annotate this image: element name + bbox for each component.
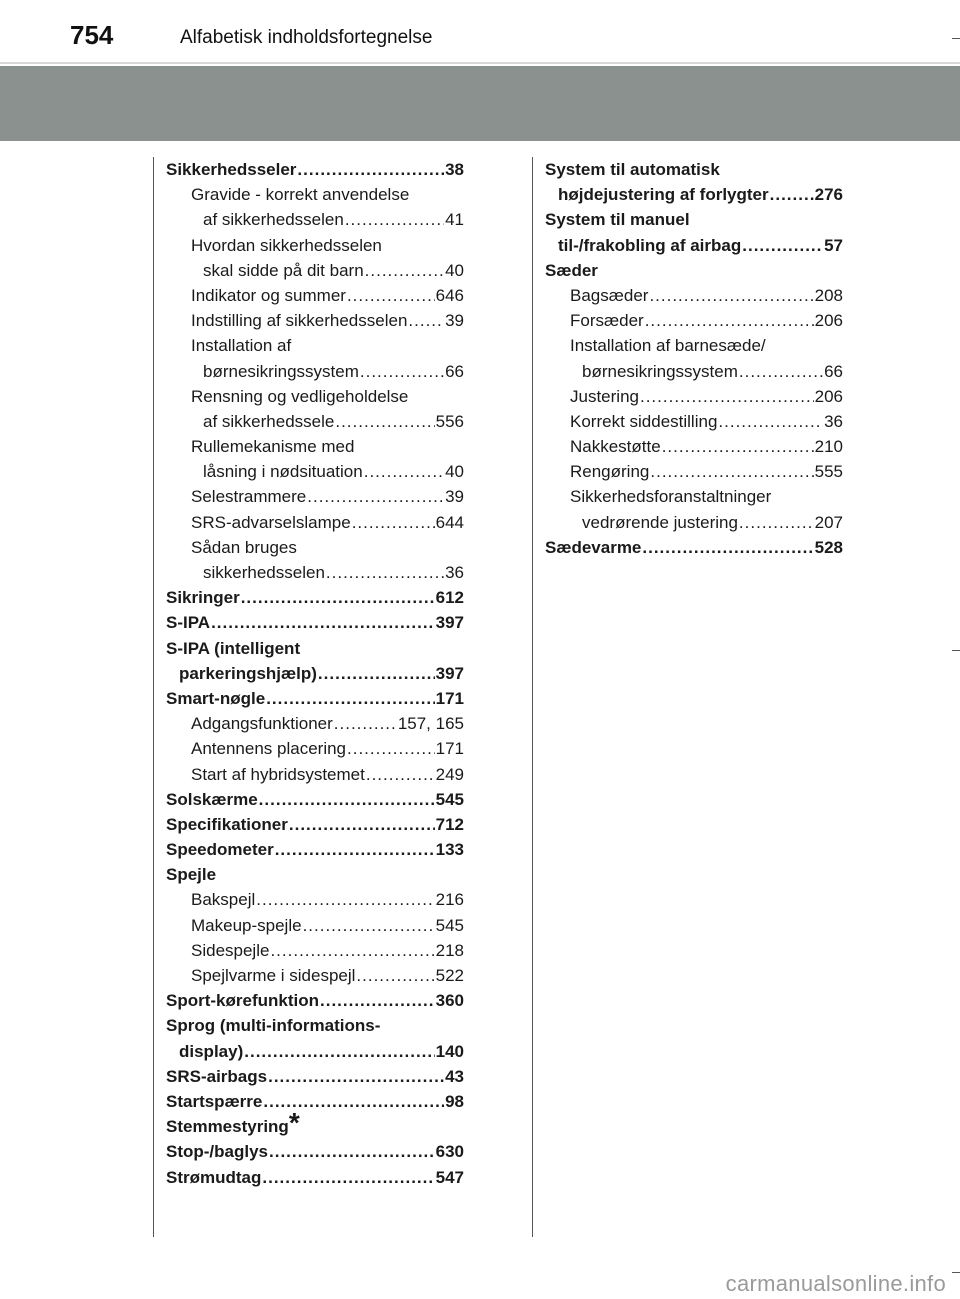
index-entry bbox=[545, 258, 843, 283]
dot-leader bbox=[642, 535, 813, 560]
entry-page-ref: 66 bbox=[445, 361, 464, 381]
entry-page-ref: 39 bbox=[445, 487, 464, 507]
index-entry bbox=[545, 233, 843, 258]
entry-label: børnesikringssystem bbox=[582, 361, 738, 381]
entry-page-ref: 171 bbox=[435, 688, 464, 708]
dot-leader bbox=[640, 384, 814, 409]
entry-page-ref: 644 bbox=[435, 512, 464, 532]
entry-label: Sidespejle bbox=[191, 940, 270, 960]
index-entry bbox=[166, 862, 464, 887]
index-entry bbox=[545, 459, 843, 484]
index-entry bbox=[166, 359, 464, 384]
index-entry bbox=[166, 736, 464, 761]
entry-label: vedrørende justering bbox=[582, 512, 738, 532]
entry-page-ref: 397 bbox=[435, 613, 464, 633]
entry-page-ref: 208 bbox=[814, 285, 843, 305]
index-entry bbox=[545, 409, 843, 434]
index-entry bbox=[545, 359, 843, 384]
dot-leader bbox=[275, 837, 435, 862]
entry-label: Forsæder bbox=[570, 311, 644, 331]
entry-page-ref: 555 bbox=[814, 462, 843, 482]
entry-label: Justering bbox=[570, 386, 639, 406]
index-entry bbox=[166, 636, 464, 661]
index-entry bbox=[545, 283, 843, 308]
index-entry bbox=[545, 484, 843, 509]
entry-label: System til manuel bbox=[545, 210, 690, 230]
index-entry bbox=[166, 661, 464, 686]
entry-label: Sprog (multi-informations- bbox=[166, 1016, 381, 1036]
index-entry bbox=[166, 207, 464, 232]
index-entry bbox=[545, 308, 843, 333]
dot-leader bbox=[739, 510, 814, 535]
entry-label: Start af hybridsystemet bbox=[191, 764, 365, 784]
entry-page-ref: 133 bbox=[435, 840, 464, 860]
entry-label: Sædevarme bbox=[545, 537, 642, 557]
entry-page-ref: 630 bbox=[435, 1142, 464, 1162]
index-entry bbox=[166, 988, 464, 1013]
dot-leader bbox=[662, 434, 814, 459]
entry-label: Sæder bbox=[545, 260, 598, 280]
dot-leader bbox=[318, 661, 435, 686]
crop-mark-bottom-right bbox=[952, 1272, 960, 1273]
entry-page-ref: 522 bbox=[435, 966, 464, 985]
index-entry bbox=[166, 384, 464, 409]
entry-label: Stemmestyring bbox=[166, 1117, 289, 1137]
entry-page-ref: 39 bbox=[445, 311, 464, 331]
dot-leader bbox=[307, 484, 444, 509]
entry-label: børnesikringssystem bbox=[203, 361, 359, 381]
dot-leader bbox=[742, 233, 823, 258]
entry-page-ref: 171 bbox=[435, 739, 464, 759]
entry-page-ref: 36 bbox=[445, 563, 464, 582]
dot-leader bbox=[211, 610, 435, 635]
entry-page-ref: 276 bbox=[814, 185, 843, 205]
entry-page-ref: 36 bbox=[824, 411, 843, 431]
entry-page-ref: 57 bbox=[824, 235, 843, 255]
column-divider-left bbox=[153, 157, 154, 1237]
entry-label: Smart-nøgle bbox=[166, 688, 266, 708]
dot-leader bbox=[366, 762, 435, 787]
dot-leader bbox=[326, 560, 444, 585]
entry-label: Korrekt siddestilling bbox=[570, 411, 718, 431]
entry-label: låsning i nødsituation bbox=[203, 462, 363, 482]
dot-leader bbox=[303, 913, 435, 938]
entry-page-ref: 556 bbox=[435, 411, 464, 431]
index-entry bbox=[166, 1039, 464, 1064]
dot-leader bbox=[645, 308, 814, 333]
index-entry bbox=[166, 409, 464, 434]
entry-label: Selestrammere bbox=[191, 487, 307, 507]
index-entry bbox=[166, 787, 464, 812]
entry-page-ref: 140 bbox=[435, 1041, 464, 1061]
entry-label: Sikkerhedsseler bbox=[166, 160, 297, 179]
entry-label: sikkerhedsselen bbox=[203, 563, 325, 582]
entry-page-ref: 207 bbox=[814, 512, 843, 532]
entry-page-ref: 612 bbox=[435, 588, 464, 608]
dot-leader bbox=[365, 258, 444, 283]
entry-label: System til automatisk bbox=[545, 160, 720, 179]
index-entry bbox=[166, 963, 464, 988]
dot-leader bbox=[270, 938, 434, 963]
index-entry bbox=[166, 157, 464, 182]
index-entry bbox=[545, 207, 843, 232]
page-number: 754 bbox=[70, 20, 114, 50]
index-entry bbox=[166, 762, 464, 787]
entry-label: Gravide - korrekt anvendelse bbox=[191, 185, 410, 205]
entry-label: Sikkerhedsforanstaltninger bbox=[570, 487, 772, 507]
index-entry bbox=[166, 1139, 464, 1164]
index-entry bbox=[545, 384, 843, 409]
dot-leader bbox=[347, 283, 435, 308]
index-entry bbox=[166, 560, 464, 585]
entry-label: til-/frakobling af airbag bbox=[558, 235, 742, 255]
entry-page-ref: 528 bbox=[814, 537, 843, 557]
header-top-rule bbox=[0, 62, 960, 64]
dot-leader bbox=[718, 409, 823, 434]
dot-leader bbox=[289, 812, 435, 837]
entry-label: Nakkestøtte bbox=[570, 437, 661, 457]
entry-label: Rullemekanisme med bbox=[191, 437, 355, 457]
entry-label: Installation af bbox=[191, 336, 292, 356]
index-entry bbox=[166, 182, 464, 207]
index-entry bbox=[545, 535, 843, 560]
index-entry bbox=[166, 484, 464, 509]
index-entry bbox=[166, 233, 464, 258]
entry-label: Speedometer bbox=[166, 840, 274, 860]
entry-label: display) bbox=[179, 1041, 244, 1061]
dot-leader bbox=[334, 711, 397, 736]
index-entry bbox=[545, 510, 843, 535]
entry-page-ref: 360 bbox=[435, 991, 464, 1011]
entry-label: skal sidde på dit barn bbox=[203, 260, 364, 280]
entry-label: Antennens placering bbox=[191, 739, 347, 759]
dot-leader bbox=[320, 988, 435, 1013]
entry-page-ref: 41 bbox=[445, 210, 464, 230]
entry-label: Indstilling af sikkerhedsselen bbox=[191, 311, 408, 331]
entry-page-ref: 249 bbox=[435, 764, 464, 784]
index-entry bbox=[166, 1089, 464, 1114]
dot-leader bbox=[297, 157, 444, 182]
dot-leader bbox=[770, 182, 814, 207]
entry-label: S-IPA (intelligent bbox=[166, 638, 301, 658]
crop-mark-mid-right bbox=[952, 650, 960, 651]
index-entry bbox=[166, 535, 464, 560]
dot-leader bbox=[256, 887, 434, 912]
crop-mark-top-right bbox=[952, 38, 960, 39]
index-entry bbox=[166, 686, 464, 711]
entry-page-ref: 157, 165 bbox=[397, 714, 464, 734]
entry-label: Adgangsfunktioner bbox=[191, 714, 333, 734]
index-entry bbox=[166, 938, 464, 963]
entry-page-ref: 98 bbox=[445, 1091, 464, 1111]
index-column-left bbox=[166, 157, 464, 1190]
entry-page-ref: 547 bbox=[435, 1167, 464, 1187]
index-entry bbox=[545, 157, 843, 182]
column-divider-middle bbox=[532, 157, 533, 1237]
index-entry bbox=[166, 887, 464, 912]
entry-label: Hvordan sikkerhedsselen bbox=[191, 235, 382, 255]
index-entry bbox=[166, 812, 464, 837]
entry-label: Strømudtag bbox=[166, 1167, 262, 1187]
dot-leader bbox=[266, 686, 434, 711]
page-title: Alfabetisk indholdsfortegnelse bbox=[180, 27, 433, 48]
index-entry bbox=[166, 585, 464, 610]
dot-leader bbox=[649, 283, 813, 308]
dot-leader bbox=[347, 736, 435, 761]
entry-label: Makeup-spejle bbox=[191, 915, 302, 935]
index-entry bbox=[166, 1064, 464, 1089]
dot-leader bbox=[335, 409, 434, 434]
dot-leader bbox=[408, 308, 444, 333]
dot-leader bbox=[241, 585, 435, 610]
entry-page-ref: 545 bbox=[435, 915, 464, 935]
entry-label: Sikringer bbox=[166, 588, 240, 608]
header-band bbox=[0, 66, 960, 141]
entry-page-ref: 712 bbox=[435, 814, 464, 834]
entry-label: SRS-airbags bbox=[166, 1066, 268, 1086]
entry-page-ref: 38 bbox=[445, 160, 464, 179]
index-entry bbox=[166, 510, 464, 535]
dot-leader bbox=[244, 1039, 434, 1064]
entry-label: af sikkerhedssele bbox=[203, 411, 335, 431]
entry-label: Sådan bruges bbox=[191, 537, 297, 557]
entry-page-ref: 40 bbox=[445, 462, 464, 482]
entry-label: Rensning og vedligeholdelse bbox=[191, 386, 409, 406]
index-entry bbox=[166, 308, 464, 333]
entry-label: Installation af barnesæde/ bbox=[570, 336, 766, 356]
entry-page-ref: 210 bbox=[814, 437, 843, 457]
entry-page-ref: 545 bbox=[435, 789, 464, 809]
index-entry bbox=[545, 434, 843, 459]
entry-page-ref: 206 bbox=[814, 386, 843, 406]
entry-page-ref: 216 bbox=[435, 890, 464, 910]
index-entry bbox=[166, 711, 464, 736]
dot-leader bbox=[345, 207, 444, 232]
index-entry bbox=[166, 258, 464, 283]
dot-leader bbox=[364, 459, 444, 484]
entry-label: af sikkerhedsselen bbox=[203, 210, 344, 230]
watermark: carmanualsonline.info bbox=[725, 1271, 946, 1296]
entry-label: Sport-kørefunktion bbox=[166, 991, 319, 1011]
dot-leader bbox=[739, 359, 823, 384]
entry-label: parkeringshjælp) bbox=[179, 663, 317, 683]
index-entry bbox=[166, 1013, 464, 1038]
dot-leader bbox=[650, 459, 813, 484]
index-entry bbox=[166, 459, 464, 484]
dot-leader bbox=[352, 510, 435, 535]
dot-leader bbox=[356, 963, 434, 988]
entry-label: Rengøring bbox=[570, 462, 650, 482]
index-entry bbox=[166, 283, 464, 308]
index-entry bbox=[545, 182, 843, 207]
entry-label: Bakspejl bbox=[191, 890, 256, 910]
entry-page-ref: 206 bbox=[814, 311, 843, 331]
dot-leader bbox=[268, 1064, 444, 1089]
entry-label: Specifikationer bbox=[166, 814, 288, 834]
dot-leader bbox=[262, 1165, 434, 1190]
entry-page-ref: 66 bbox=[824, 361, 843, 381]
entry-label: Bagsæder bbox=[570, 285, 649, 305]
index-entry bbox=[166, 1165, 464, 1190]
index-entry bbox=[545, 333, 843, 358]
index-entry bbox=[166, 837, 464, 862]
index-entry bbox=[166, 610, 464, 635]
entry-label: Spejlvarme i sidespejl bbox=[191, 966, 356, 985]
entry-label: Startspærre bbox=[166, 1091, 263, 1111]
index-entry bbox=[166, 333, 464, 358]
entry-label: SRS-advarselslampe bbox=[191, 512, 351, 532]
entry-label: Solskærme bbox=[166, 789, 258, 809]
dot-leader bbox=[269, 1139, 435, 1164]
index-column-right bbox=[545, 157, 843, 560]
index-entry: Stemmestyring * bbox=[166, 1107, 300, 1139]
entry-page-ref: 646 bbox=[435, 285, 464, 305]
entry-label: Indikator og summer bbox=[191, 285, 346, 305]
entry-label: S-IPA bbox=[166, 613, 211, 633]
entry-label: Stop-/baglys bbox=[166, 1142, 269, 1162]
dot-leader bbox=[360, 359, 444, 384]
entry-page-ref: 40 bbox=[445, 260, 464, 280]
entry-page-ref: 43 bbox=[445, 1066, 464, 1086]
entry-page-ref: 397 bbox=[435, 663, 464, 683]
entry-label: højdejustering af forlygter bbox=[558, 185, 769, 205]
entry-label: Spejle bbox=[166, 865, 217, 885]
entry-page-ref: 218 bbox=[435, 940, 464, 960]
index-entry bbox=[166, 434, 464, 459]
dot-leader bbox=[259, 787, 435, 812]
index-entry bbox=[166, 913, 464, 938]
